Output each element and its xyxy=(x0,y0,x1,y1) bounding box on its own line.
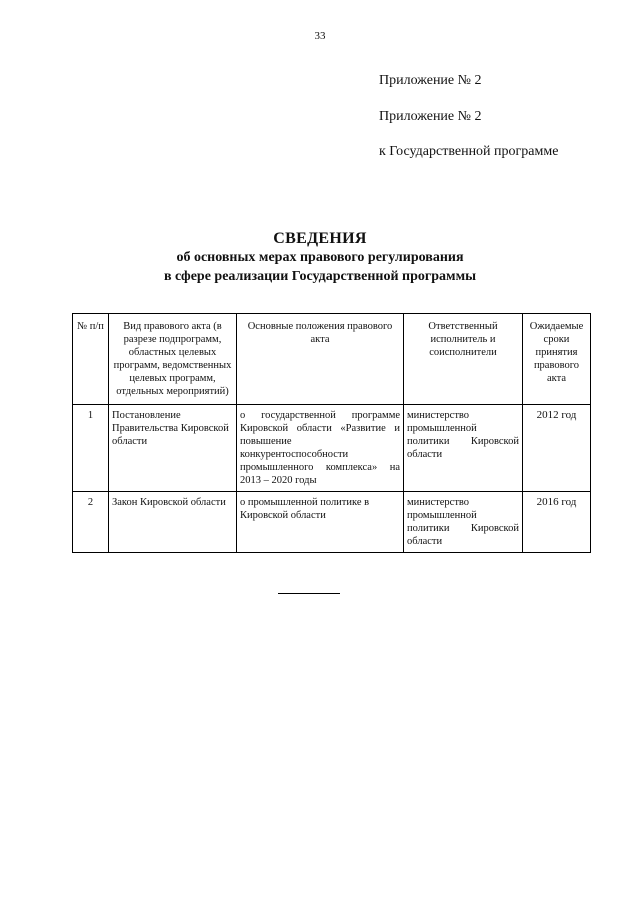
row-act-type: Закон Кировской области xyxy=(109,492,237,553)
page-number: 33 xyxy=(314,30,326,42)
title-main: СВЕДЕНИЯ xyxy=(273,230,367,247)
closing-rule xyxy=(278,593,340,594)
title-line-2: об основных мерах правового регулирования xyxy=(176,250,464,265)
header-provisions: Основные положения правового акта xyxy=(237,314,404,405)
table-row xyxy=(73,492,591,553)
appendix-label-repeat: Приложение № 2 xyxy=(379,109,482,124)
header-executor: Ответственный исполнитель и соисполнители xyxy=(404,314,523,405)
header-number: № п/п xyxy=(73,314,109,405)
row-executor: министерство промышленной политики Кировской области xyxy=(404,405,523,492)
row-act-type: Постановление Правительства Кировской области xyxy=(109,405,237,492)
row-provisions: о государственной программе Кировской области «Развитие и повышение конкурентоспособности промышленного комплекса» на 2013 – 2020 годы xyxy=(237,405,404,492)
row-term: 2012 год xyxy=(523,405,591,492)
row-executor: министерство промышленной политики Кировской области xyxy=(404,492,523,553)
row-number: 2 xyxy=(73,492,109,553)
measures-table xyxy=(72,313,591,553)
header-act-type: Вид правового акта (в разрезе подпрограмм, областных целевых программ, ведомственных целевых программ, отдельных мероприятий) xyxy=(109,314,237,405)
row-term: 2016 год xyxy=(523,492,591,553)
header-term: Ожидаемые сроки принятия правового акта xyxy=(523,314,591,405)
document-title xyxy=(0,229,640,286)
title-line-3: в сфере реализации Государственной программы xyxy=(163,269,477,284)
appendix-reference: к Государственной программе xyxy=(379,144,559,159)
table-row xyxy=(73,405,591,492)
row-number: 1 xyxy=(73,405,109,492)
row-provisions: о промышленной политике в Кировской области xyxy=(237,492,404,553)
table-header-row xyxy=(73,314,591,405)
appendix-label: Приложение № 2 xyxy=(379,73,482,88)
